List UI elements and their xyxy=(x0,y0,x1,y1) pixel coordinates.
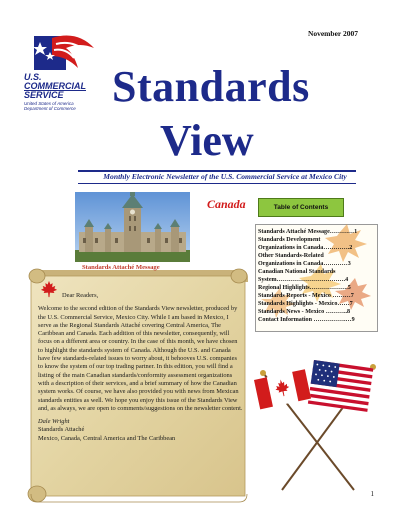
parliament-building-photo xyxy=(75,192,190,262)
crossed-flags-icon xyxy=(242,340,392,500)
toc-title: Table of Contents xyxy=(273,204,329,211)
toc-item[interactable]: Other Standards-Related xyxy=(258,253,324,259)
newsletter-title-line1: Standards xyxy=(112,62,310,111)
toc-item[interactable]: Canadian National Standards xyxy=(258,269,336,275)
toc-item[interactable]: Contact Information …………….…9 xyxy=(258,317,355,323)
toc-item[interactable]: Organizations in Canada………….2 xyxy=(258,245,353,251)
toc-item[interactable]: Organizations in Canada…………3 xyxy=(258,261,351,267)
toc-item[interactable]: Standards Highlights - Mexico……7 xyxy=(258,301,353,307)
letter-heading: Standards Attaché Message xyxy=(82,264,160,271)
signature-region: Mexico, Canada, Central America and The Caribbean xyxy=(38,434,176,442)
toc-item[interactable]: Standards Development xyxy=(258,237,321,243)
letter-greeting: Dear Readers, xyxy=(62,292,99,299)
toc-list xyxy=(258,228,374,324)
toc-item[interactable]: Standards Attaché Message…………1 xyxy=(258,229,358,235)
subtitle-rule xyxy=(78,183,356,184)
toc-item[interactable]: Standards News - Mexico ………..8 xyxy=(258,309,351,315)
toc-item[interactable]: Regional Highlights……………….5 xyxy=(258,285,351,291)
issue-date: November 2007 xyxy=(307,29,358,38)
letter-body xyxy=(38,292,243,443)
signature-title: Standards Attaché xyxy=(38,426,85,434)
country-label: Canada xyxy=(207,197,246,211)
toc-item[interactable]: Standards Reports - Mexico ………7 xyxy=(258,293,354,299)
toc-item[interactable]: System…………………………….4 xyxy=(258,277,349,283)
newsletter-subtitle: Monthly Electronic Newsletter of the U.S. Commercial Service at Mexico City xyxy=(103,172,347,181)
toc-title-box xyxy=(258,198,344,217)
signature-name: Dale Wright xyxy=(38,418,70,426)
logo-subtitle: United States of America Department of Commerce xyxy=(24,101,76,111)
letter-paragraph: Welcome to the second edition of the Standards View newsletter, produced by the U.S. Commercial Service, Mexico City. While I am based in Mexico, I serve as the Regional Standards Attaché covering Central America, The Caribbean and Canada. Each addition of this newsletter, consequently, will focus on a different area or country. In the case of this month, we have chosen to highlight the standards system of Canada. Although the U.S. and Canada have few standards-related issues to worry about, it behooves U.S. companies to know the system of our top trading partner. In this edition, you will find a listing of the main Canadian standards/conformity assessment organizations with a description of their services, and a brief summary of how the Canadian system works. Of course, we have also provided you with news from Mexican standards entities as well. We hope you enjoy this issue of the Standards View and, as always, we are open to comments/suggestions on the newsletter content. xyxy=(38,305,243,412)
logo-wordmark: U.S. COMMERCIAL SERVICE xyxy=(24,72,86,100)
newsletter-title-line2: View xyxy=(160,116,254,165)
page-number: 1 xyxy=(370,490,374,498)
